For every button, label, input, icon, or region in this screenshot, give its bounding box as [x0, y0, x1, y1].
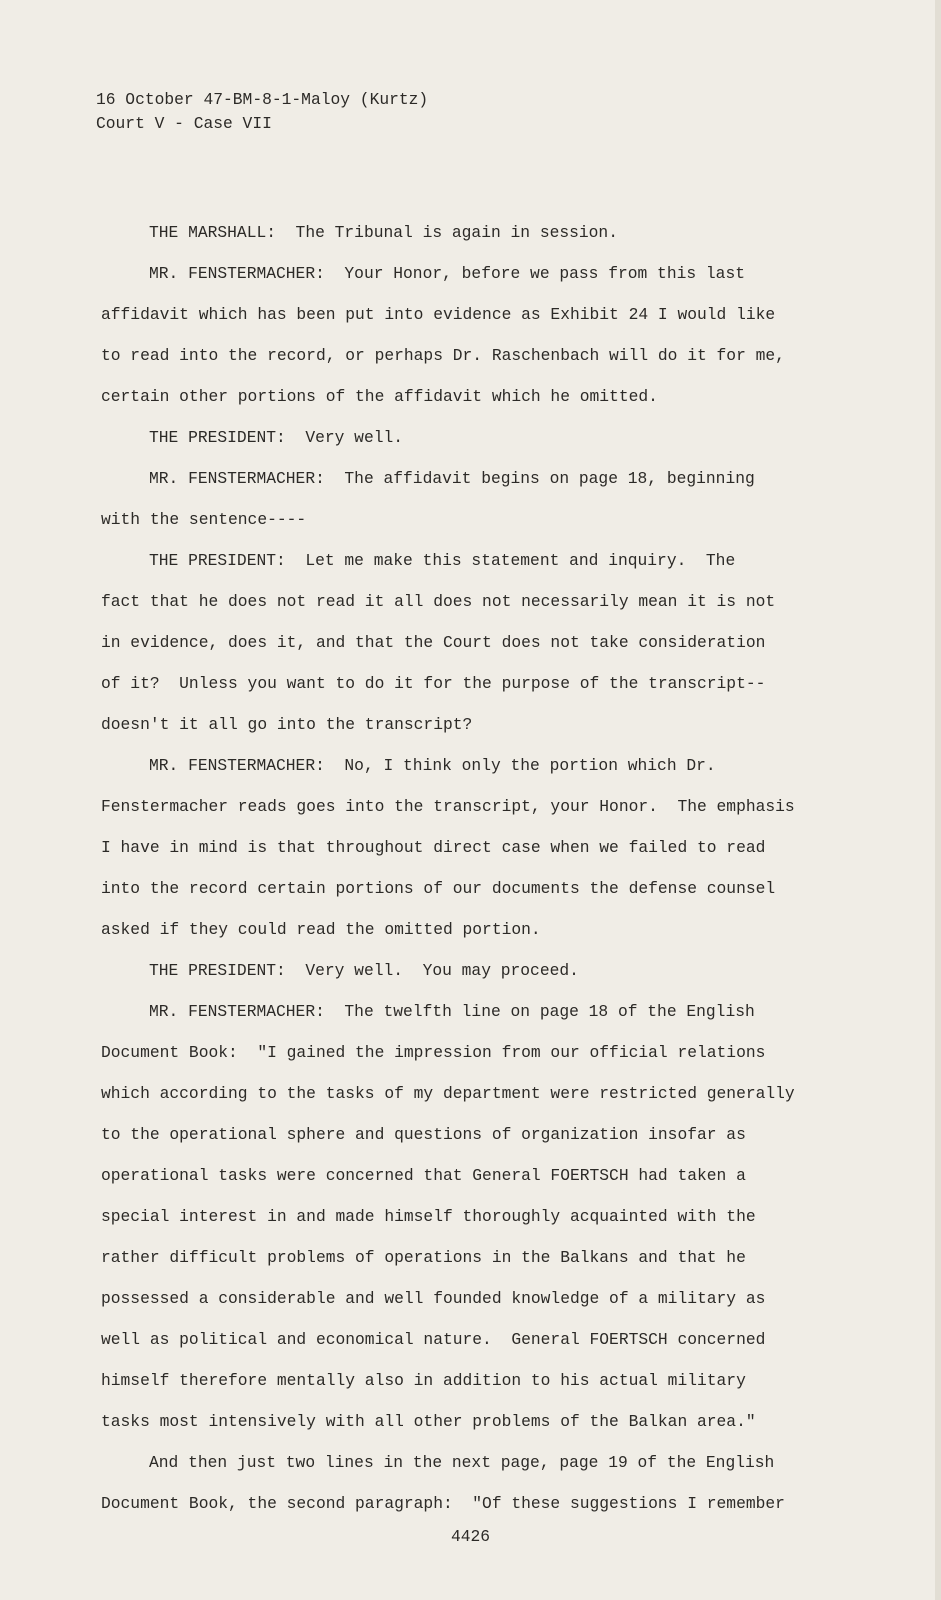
- transcript-line: which according to the tasks of my department were restricted generally: [101, 1084, 795, 1103]
- transcript-line: operational tasks were concerned that General FOERTSCH had taken a: [101, 1166, 746, 1185]
- transcript-line: doesn't it all go into the transcript?: [101, 715, 473, 734]
- transcript-line: into the record certain portions of our documents the defense counsel: [101, 879, 776, 898]
- transcript-line: in evidence, does it, and that the Court does not take consideration: [101, 633, 766, 652]
- transcript-line: fact that he does not read it all does not necessarily mean it is not: [101, 592, 776, 611]
- page-edge: [935, 0, 941, 1600]
- transcript-line: to read into the record, or perhaps Dr. Raschenbach will do it for me,: [101, 346, 785, 365]
- transcript-line: MR. FENSTERMACHER: The affidavit begins on page 18, beginning: [149, 469, 755, 488]
- transcript-line: special interest in and made himself thoroughly acquainted with the: [101, 1207, 756, 1226]
- transcript-line: asked if they could read the omitted portion.: [101, 920, 541, 939]
- document-header: [96, 88, 428, 136]
- transcript-line: Document Book: "I gained the impression from our official relations: [101, 1043, 766, 1062]
- transcript-line: himself therefore mentally also in addition to his actual military: [101, 1371, 746, 1390]
- transcript-line: affidavit which has been put into evidence as Exhibit 24 I would like: [101, 305, 776, 324]
- transcript-line: I have in mind is that throughout direct case when we failed to read: [101, 838, 766, 857]
- transcript-line: of it? Unless you want to do it for the purpose of the transcript--: [101, 674, 766, 693]
- transcript-line: THE PRESIDENT: Very well.: [149, 428, 404, 447]
- transcript-line: well as political and economical nature. General FOERTSCH concerned: [101, 1330, 766, 1349]
- transcript-line: THE PRESIDENT: Very well. You may proceed.: [149, 961, 579, 980]
- page-number: 4426: [450, 1527, 491, 1546]
- transcript-line: tasks most intensively with all other problems of the Balkan area.": [101, 1412, 756, 1431]
- header-line-date-reference: 16 October 47-BM-8-1-Maloy (Kurtz): [96, 90, 429, 109]
- transcript-body: [101, 212, 841, 1524]
- transcript-line: THE MARSHALL: The Tribunal is again in session.: [149, 223, 618, 242]
- transcript-line: MR. FENSTERMACHER: The twelfth line on page 18 of the English: [149, 1002, 755, 1021]
- transcript-line: possessed a considerable and well founded knowledge of a military as: [101, 1289, 766, 1308]
- transcript-line: to the operational sphere and questions of organization insofar as: [101, 1125, 746, 1144]
- transcript-line: Fenstermacher reads goes into the transcript, your Honor. The emphasis: [101, 797, 795, 816]
- transcript-line: MR. FENSTERMACHER: Your Honor, before we pass from this last: [149, 264, 745, 283]
- transcript-line: with the sentence----: [101, 510, 307, 529]
- transcript-line: Document Book, the second paragraph: "Of these suggestions I remember: [101, 1494, 785, 1513]
- transcript-line: rather difficult problems of operations in the Balkans and that he: [101, 1248, 746, 1267]
- transcript-line: certain other portions of the affidavit which he omitted.: [101, 387, 658, 406]
- transcript-line: THE PRESIDENT: Let me make this statement and inquiry. The: [149, 551, 736, 570]
- transcript-line: MR. FENSTERMACHER: No, I think only the portion which Dr.: [149, 756, 716, 775]
- header-line-court-case: Court V - Case VII: [96, 114, 272, 133]
- transcript-line: And then just two lines in the next page, page 19 of the English: [149, 1453, 775, 1472]
